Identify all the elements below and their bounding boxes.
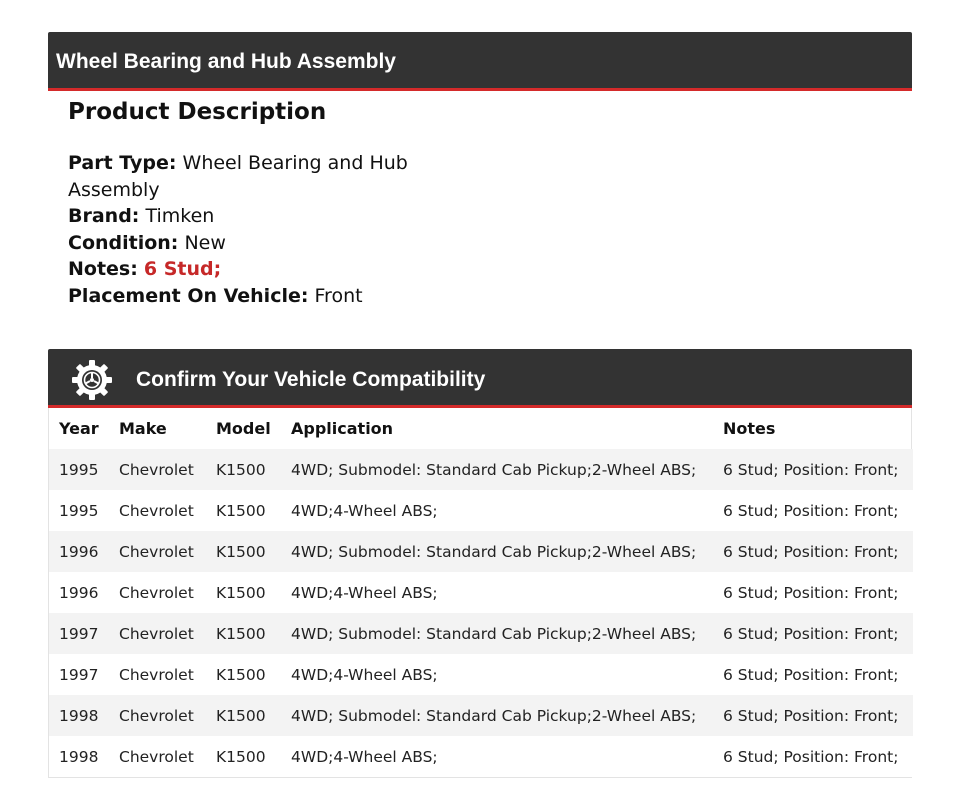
notes-cell: 6 Stud; Position: Front; <box>713 736 913 777</box>
table-row <box>49 654 913 695</box>
model-cell: K1500 <box>206 654 281 695</box>
application-cell: 4WD;4-Wheel ABS; <box>281 490 713 531</box>
notes-value: 6 Stud; <box>143 258 222 280</box>
application-cell: 4WD;4-Wheel ABS; <box>281 736 713 777</box>
year-cell: 1995 <box>49 490 109 531</box>
application-cell: 4WD;4-Wheel ABS; <box>281 654 713 695</box>
application-cell: 4WD; Submodel: Standard Cab Pickup;2-Wheel ABS; <box>281 449 713 490</box>
gear-car-icon <box>70 358 114 402</box>
product-description <box>68 96 408 309</box>
year-cell: 1998 <box>49 736 109 777</box>
column-header-make: Make <box>119 419 167 438</box>
year-cell: 1998 <box>49 695 109 736</box>
notes-cell: 6 Stud; Position: Front; <box>713 695 913 736</box>
compatibility-bar <box>48 349 912 408</box>
compatibility-title: Confirm Your Vehicle Compatibility <box>136 368 486 391</box>
column-header-notes: Notes <box>723 419 776 438</box>
product-title-bar <box>48 32 912 91</box>
make-cell: Chevrolet <box>109 654 206 695</box>
make-cell: Chevrolet <box>109 449 206 490</box>
description-heading: Product Description <box>68 99 327 125</box>
model-cell: K1500 <box>206 613 281 654</box>
model-cell: K1500 <box>206 449 281 490</box>
application-cell: 4WD; Submodel: Standard Cab Pickup;2-Wheel ABS; <box>281 531 713 572</box>
notes-cell: 6 Stud; Position: Front; <box>713 613 913 654</box>
part-type-value: Wheel Bearing and Hub Assembly <box>68 152 408 201</box>
application-cell: 4WD; Submodel: Standard Cab Pickup;2-Wheel ABS; <box>281 613 713 654</box>
notes-cell: 6 Stud; Position: Front; <box>713 654 913 695</box>
make-cell: Chevrolet <box>109 613 206 654</box>
table-header-row <box>49 408 913 449</box>
column-header-application: Application <box>291 419 394 438</box>
notes-cell: 6 Stud; Position: Front; <box>713 531 913 572</box>
brand-value: Timken <box>145 205 215 227</box>
make-cell: Chevrolet <box>109 531 206 572</box>
model-cell: K1500 <box>206 531 281 572</box>
condition-label: Condition: <box>68 231 179 254</box>
model-cell: K1500 <box>206 736 281 777</box>
notes-cell: 6 Stud; Position: Front; <box>713 490 913 531</box>
table-row <box>49 572 913 613</box>
year-cell: 1997 <box>49 654 109 695</box>
part-type-line <box>68 150 408 203</box>
placement-line <box>68 283 408 310</box>
column-header-model: Model <box>216 419 271 438</box>
year-cell: 1995 <box>49 449 109 490</box>
condition-line <box>68 230 408 257</box>
make-cell: Chevrolet <box>109 572 206 613</box>
table-row <box>49 736 913 777</box>
compatibility-table-wrap <box>48 408 912 778</box>
table-row <box>49 613 913 654</box>
model-cell: K1500 <box>206 695 281 736</box>
notes-cell: 6 Stud; Position: Front; <box>713 449 913 490</box>
make-cell: Chevrolet <box>109 736 206 777</box>
notes-line <box>68 256 408 283</box>
column-header-year: Year <box>59 419 99 438</box>
table-row <box>49 531 913 572</box>
product-title: Wheel Bearing and Hub Assembly <box>56 50 396 73</box>
brand-label: Brand: <box>68 205 140 227</box>
condition-value: New <box>184 231 226 254</box>
placement-value: Front <box>314 284 363 307</box>
model-cell: K1500 <box>206 490 281 531</box>
placement-label: Placement On Vehicle: <box>68 284 309 307</box>
table-row <box>49 449 913 490</box>
notes-label: Notes: <box>68 258 138 280</box>
notes-cell: 6 Stud; Position: Front; <box>713 572 913 613</box>
year-cell: 1996 <box>49 572 109 613</box>
application-cell: 4WD;4-Wheel ABS; <box>281 572 713 613</box>
part-type-label: Part Type: <box>68 152 177 174</box>
table-row <box>49 695 913 736</box>
year-cell: 1997 <box>49 613 109 654</box>
make-cell: Chevrolet <box>109 695 206 736</box>
table-row <box>49 490 913 531</box>
brand-line <box>68 203 408 230</box>
year-cell: 1996 <box>49 531 109 572</box>
make-cell: Chevrolet <box>109 490 206 531</box>
compatibility-table <box>49 408 913 777</box>
application-cell: 4WD; Submodel: Standard Cab Pickup;2-Wheel ABS; <box>281 695 713 736</box>
model-cell: K1500 <box>206 572 281 613</box>
